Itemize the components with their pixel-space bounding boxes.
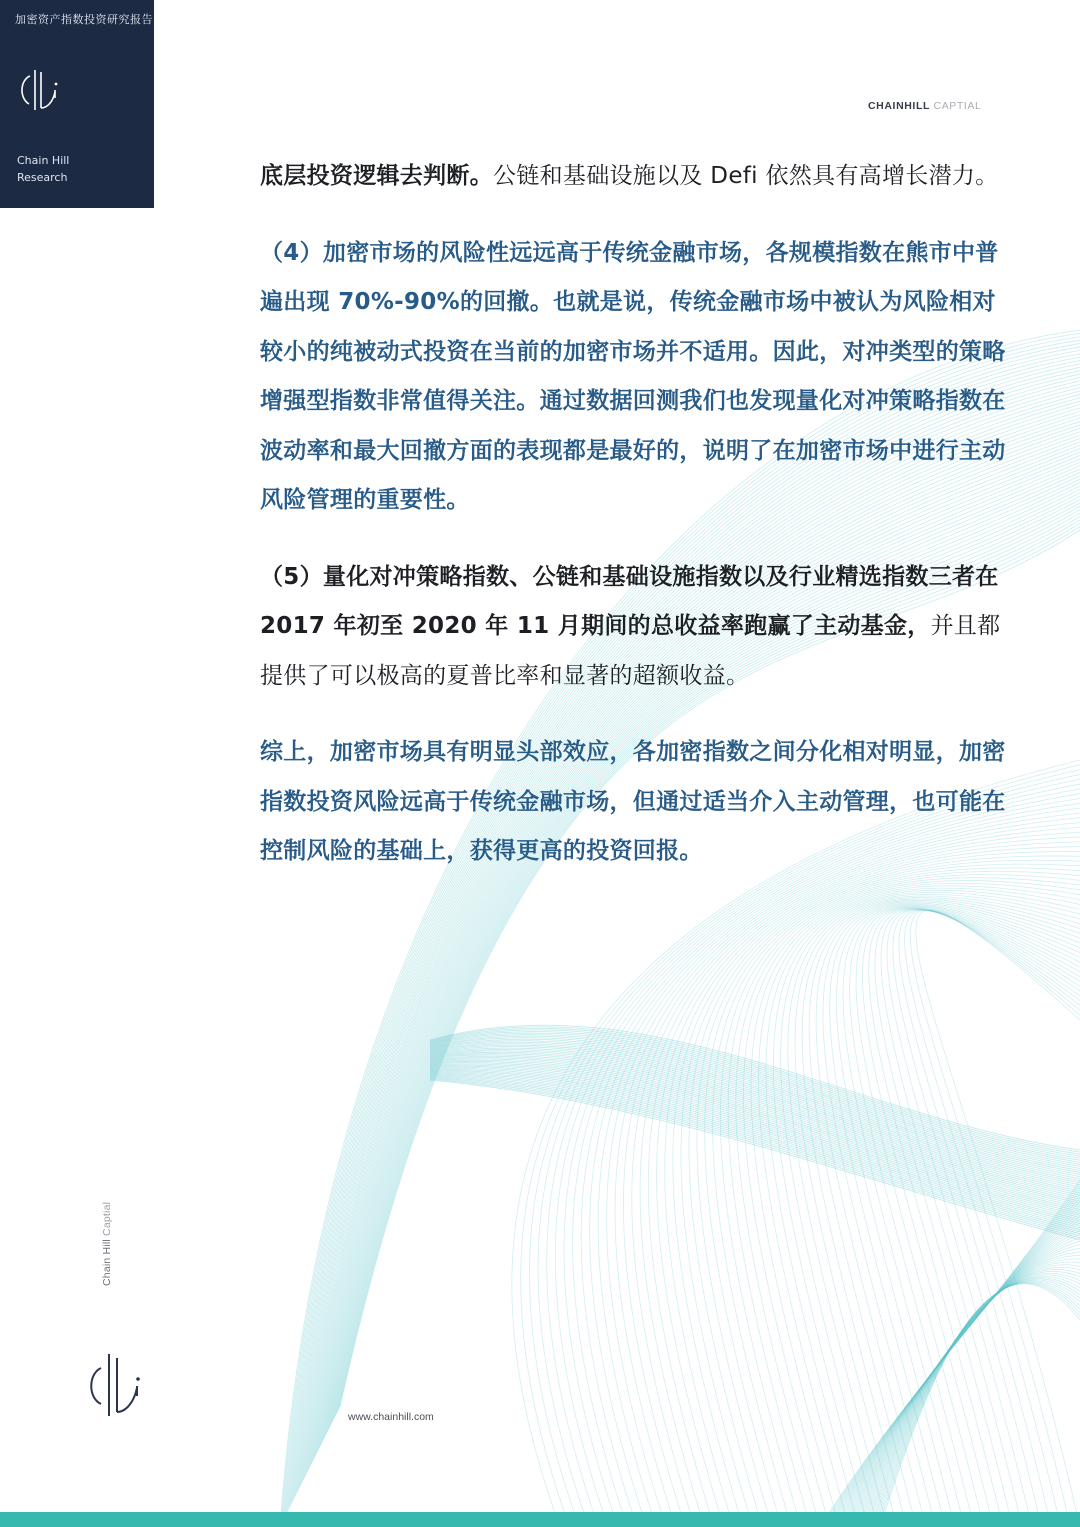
chainhill-logo-icon <box>16 68 62 114</box>
vertical-brand-label <box>101 1202 113 1286</box>
panel-name-line1: Chain Hill <box>17 154 70 167</box>
footer-url: www.chainhill.com <box>348 1411 434 1423</box>
paragraph-4: 综上，加密市场具有明显头部效应，各加密指数之间分化相对明显，加密指数投资风险远高于传统金融市场，但通过适当介入主动管理，也可能在控制风险的基础上，获得更高的投资回报。 <box>260 739 1006 864</box>
header-brand-light: CAPTIAL <box>933 100 982 112</box>
header-brand <box>868 100 981 112</box>
bottom-accent-bar <box>0 1512 1080 1527</box>
paragraph-1 <box>260 152 1010 202</box>
paragraph-1-bold: 底层投资逻辑去判断。 <box>260 163 493 189</box>
paragraph-2: （4）加密市场的风险性远远高于传统金融市场，各规模指数在熊市中普遍出现 70%-90%的回撤。也就是说，传统金融市场中被认为风险相对较小的纯被动式投资在当前的加密市场并不适用。因此，对冲类型的策略增强型指数非常值得关注。通过数据回测我们也发现量化对冲策略指数在波动率和最大回撤方面的表现都是最好的，说明了在加密市场中进行主动风险管理的重要性。 <box>260 239 1006 513</box>
vertical-brand-strong: Chain Hill <box>101 1239 113 1286</box>
wave-line <box>430 1054 1080 1189</box>
paragraph-3-bold: （5）量化对冲策略指数、公链和基础设施指数以及行业精选指数三者在 2017 年初至 2020 年 11 月期间的总收益率跑赢了主动基金， <box>260 563 999 639</box>
wave-line <box>788 896 1080 1527</box>
report-content <box>260 152 1010 877</box>
paragraph-3 <box>260 553 1010 702</box>
wave-line <box>823 903 1080 1527</box>
paragraph-1-normal: 公链和基础设施以及 Defi 依然具有高增长潜力。 <box>493 163 999 189</box>
header-brand-strong: CHAINHILL <box>868 100 930 112</box>
paragraph-3-normal: 并且都提供了可以极高的夏普比率和显著的超额收益。 <box>260 613 1001 689</box>
wave-line <box>866 1276 1080 1527</box>
wave-line <box>430 1055 1080 1191</box>
wave-line <box>838 1223 1080 1527</box>
panel-name-line2: Research <box>17 171 68 184</box>
panel-name <box>17 152 69 186</box>
vertical-brand-light: Captial <box>101 1201 113 1236</box>
footer-logo-icon <box>82 1352 146 1418</box>
wave-line <box>863 1273 1080 1527</box>
wave-line <box>615 818 1080 1527</box>
report-title: 加密资产指数投资研究报告 <box>15 13 153 26</box>
brand-panel <box>0 0 154 208</box>
wave-line <box>874 1281 1080 1527</box>
wave-line <box>665 847 1080 1527</box>
